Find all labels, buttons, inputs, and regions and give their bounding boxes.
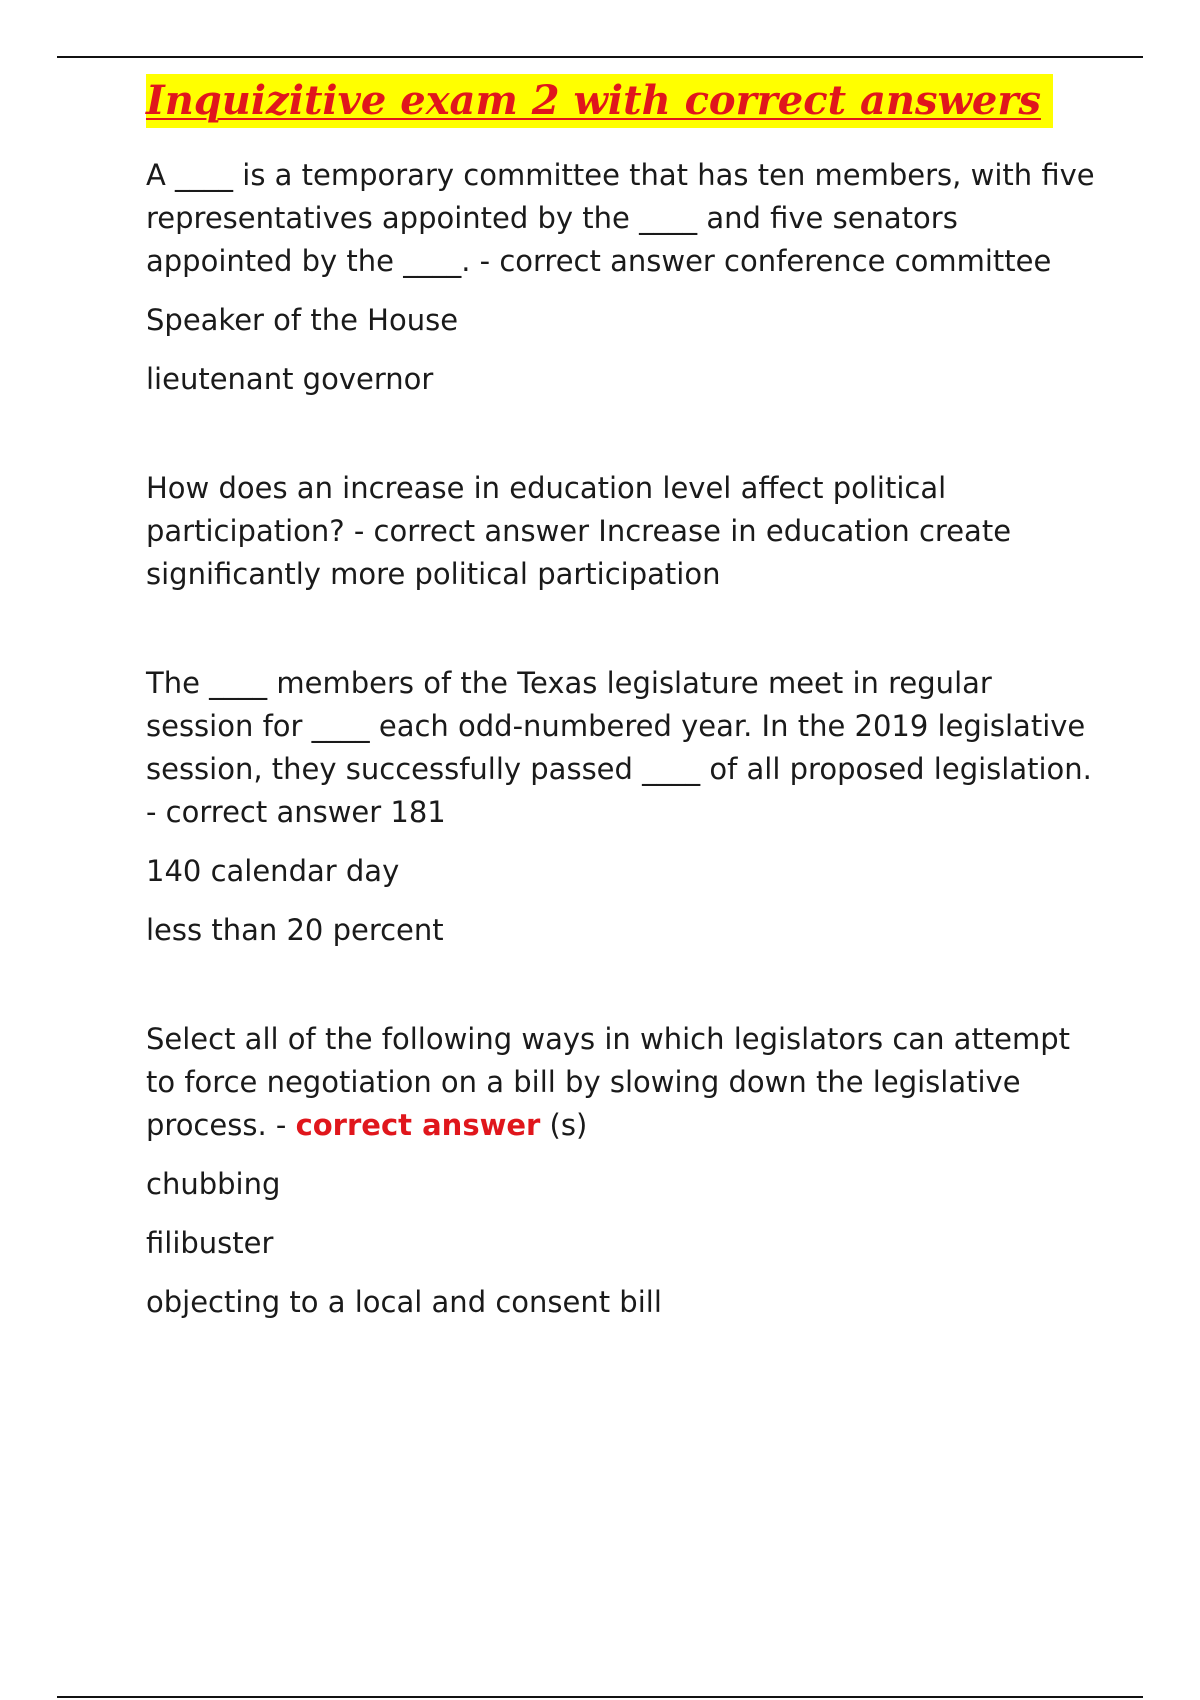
question-4-text bbox=[146, 1018, 1106, 1147]
correct-answer-highlight: correct answer bbox=[295, 1108, 541, 1142]
question-4-prefix: Select all of the following ways in which legislators can attempt to force negotiation on a bill by slowing down the legislative process. - bbox=[146, 1022, 1071, 1142]
question-2-text: How does an increase in education level affect political participation? - correct answer Increase in education create significantly more political participation bbox=[146, 471, 1012, 591]
bottom-rule bbox=[57, 1696, 1143, 1698]
question-4-answer-2: filibuster bbox=[146, 1226, 274, 1260]
question-4-suffix: (s) bbox=[540, 1108, 588, 1142]
question-4-answer-1: chubbing bbox=[146, 1167, 281, 1201]
document-body bbox=[146, 74, 1106, 1324]
top-rule bbox=[57, 56, 1143, 58]
question-4-answer-3: objecting to a local and consent bill bbox=[146, 1285, 662, 1319]
question-3-text: The ____ members of the Texas legislature meet in regular session for ____ each odd-numbered year. In the 2019 legislative session, they successfully passed ____ of all proposed legislation. - correct answer 181 bbox=[146, 666, 1092, 829]
document-title: Inquizitive exam 2 with correct answers bbox=[146, 74, 1053, 128]
question-3-answer-1: 140 calendar day bbox=[146, 854, 400, 888]
question-1-answer-2: lieutenant governor bbox=[146, 362, 434, 396]
question-1-text: A ____ is a temporary committee that has ten members, with five representatives appointed by the ____ and five senators appointed by the ____. - correct answer conference committee bbox=[146, 158, 1095, 278]
question-3-answer-2: less than 20 percent bbox=[146, 913, 444, 947]
question-1-answer-1: Speaker of the House bbox=[146, 303, 459, 337]
